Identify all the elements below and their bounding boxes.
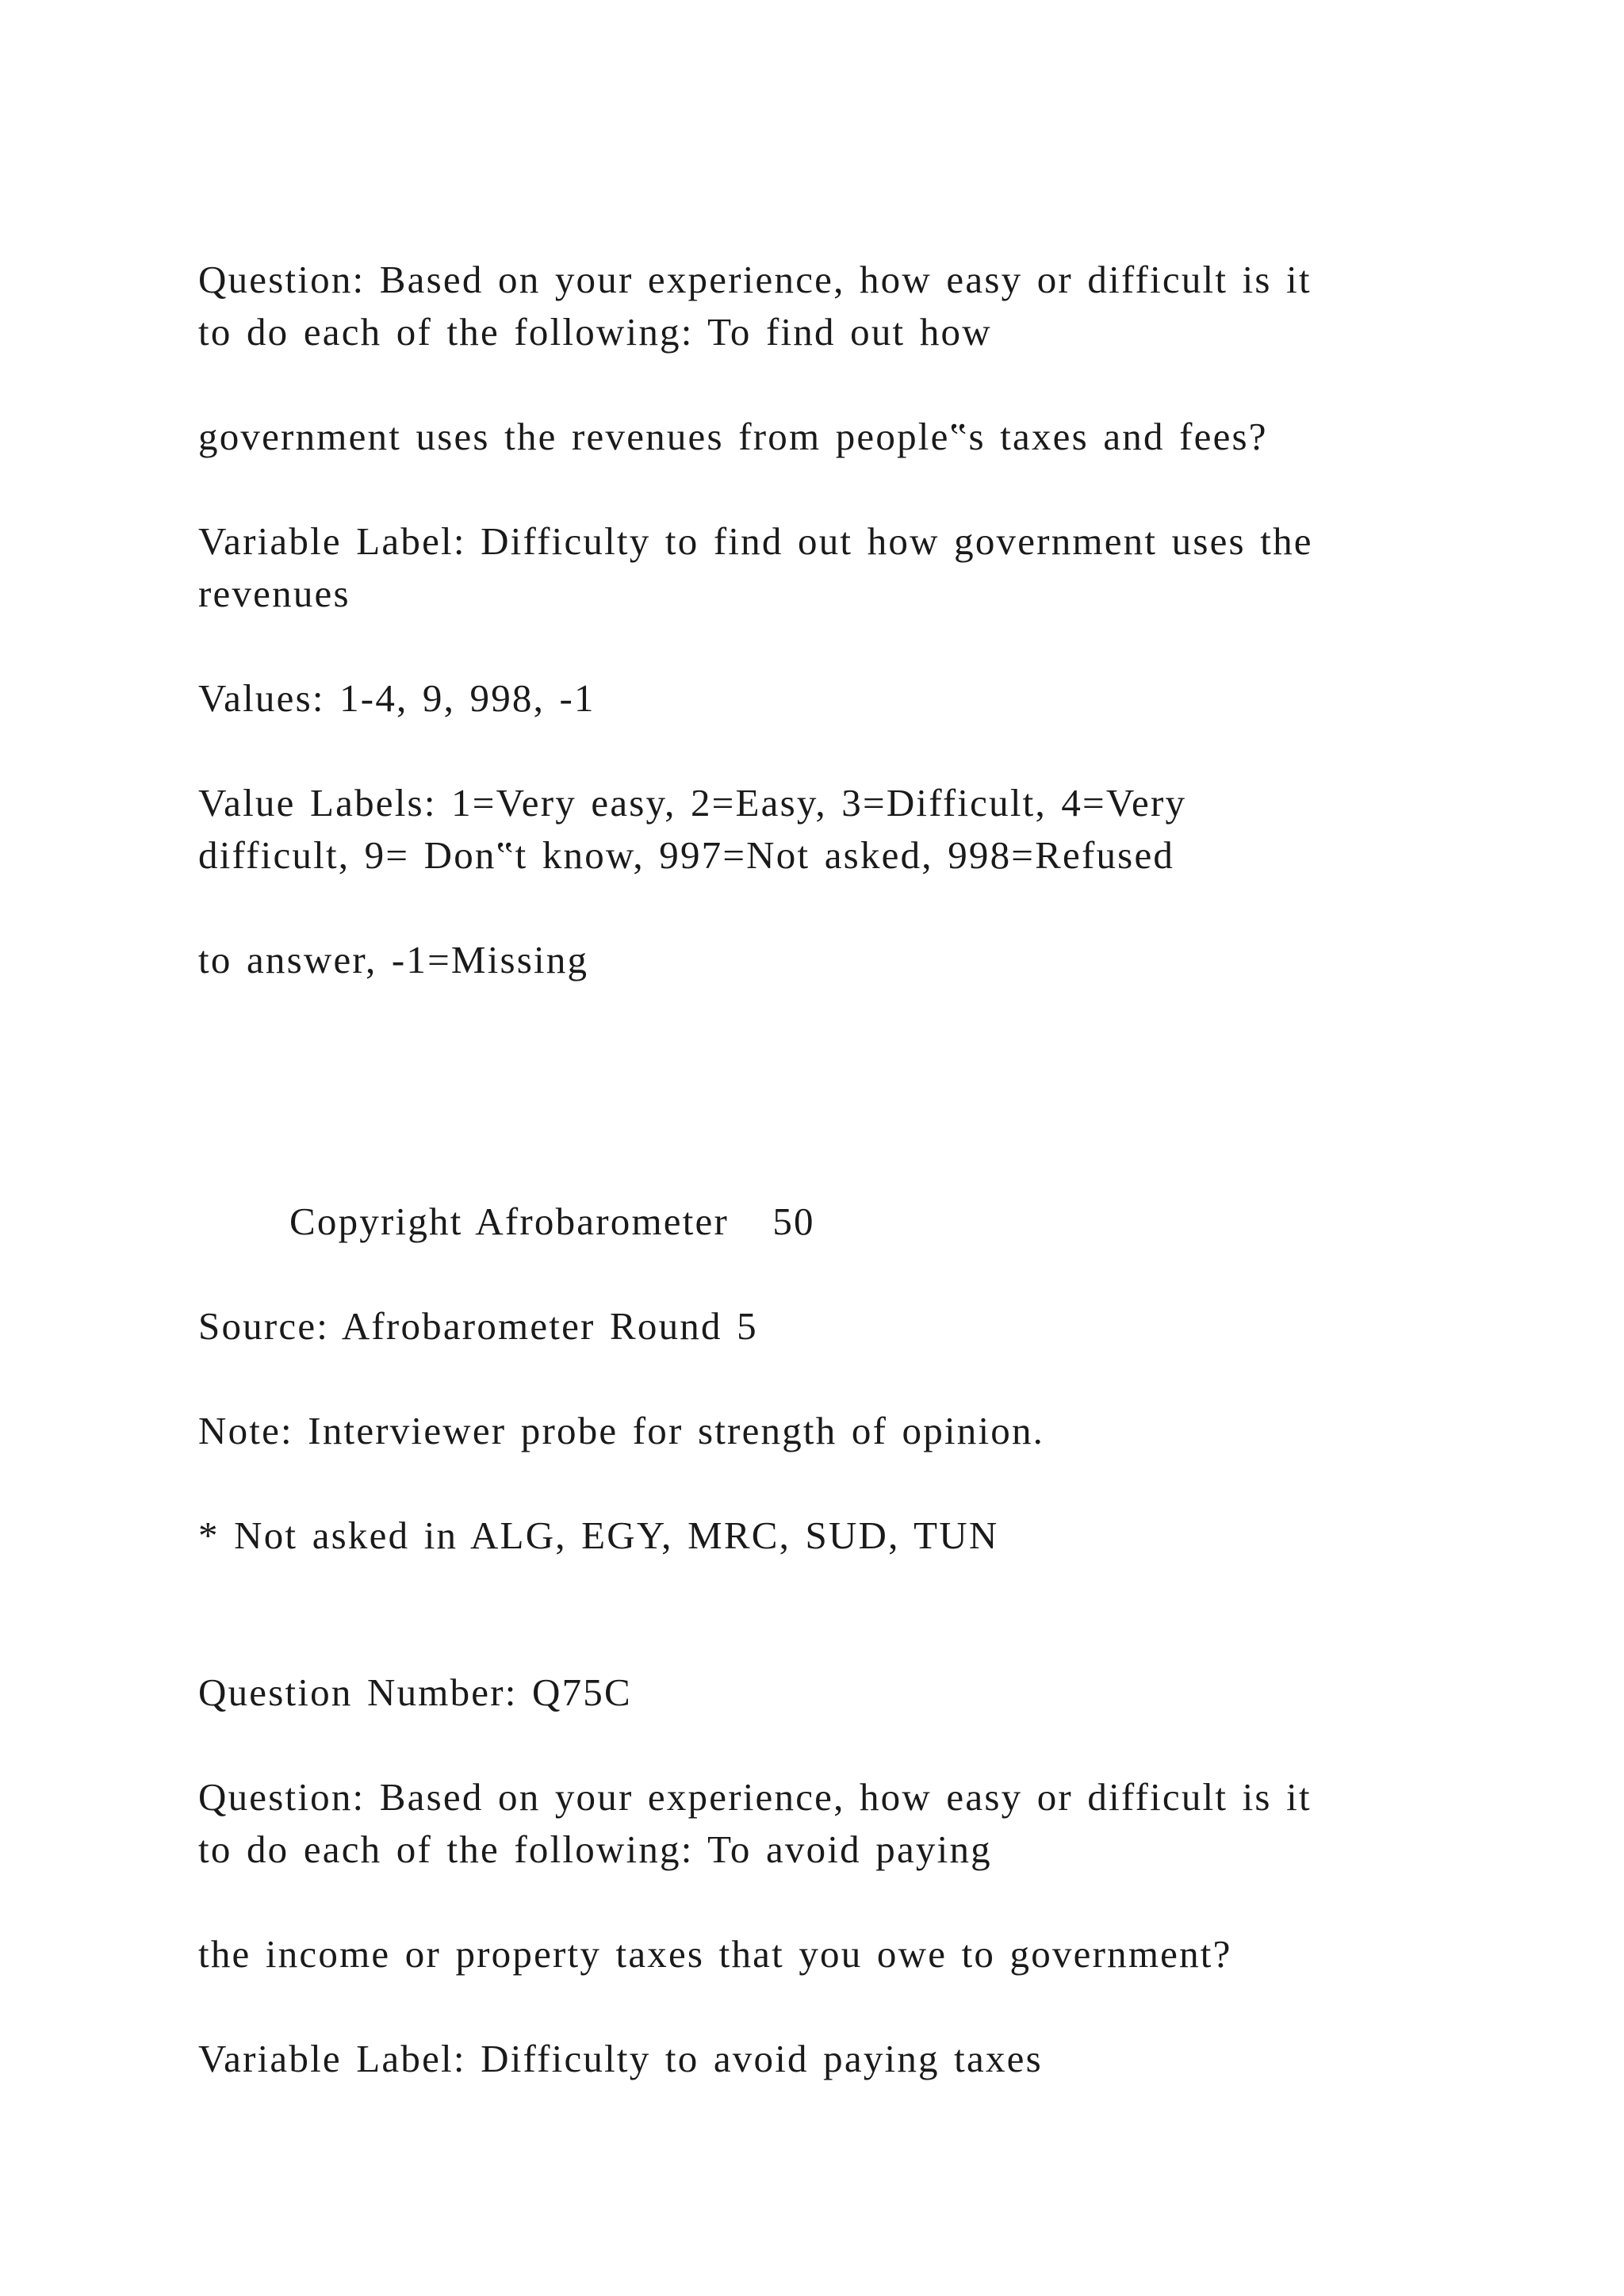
source-q75b: [198, 1300, 1467, 1353]
value-labels-q75b: [198, 777, 1467, 882]
variable-label-q75c: [198, 2033, 1467, 2085]
text-line: Question Number: Q75C: [198, 1670, 632, 1714]
text-line: Variable Label: Difficulty to find out how government uses the: [198, 519, 1313, 563]
question-text-q75b: [198, 254, 1467, 358]
not-asked-note-q75b: [198, 1510, 1467, 1562]
text-line: Value Labels: 1=Very easy, 2=Easy, 3=Difficult, 4=Very: [198, 781, 1187, 825]
text-line: Note: Interviewer probe for strength of opinion.: [198, 1409, 1045, 1452]
text-line: Variable Label: Difficulty to avoid paying taxes: [198, 2037, 1043, 2080]
text-line: government uses the revenues from people‟s taxes and fees?: [198, 415, 1268, 458]
text-line: Question: Based on your experience, how easy or difficult is it: [198, 258, 1312, 301]
question-number-q75c: [198, 1667, 1467, 1719]
page-footer-copyright: [289, 1196, 1558, 1248]
text-line: Values: 1-4, 9, 998, -1: [198, 676, 596, 720]
copyright-text: Copyright Afrobarometer 50: [289, 1200, 815, 1243]
question-text-q75c-continued: [198, 1928, 1467, 1980]
text-line: * Not asked in ALG, EGY, MRC, SUD, TUN: [198, 1513, 999, 1557]
question-text-q75c: [198, 1771, 1467, 1876]
text-line: the income or property taxes that you owe to government?: [198, 1932, 1232, 1976]
text-line: Question: Based on your experience, how easy or difficult is it: [198, 1775, 1312, 1819]
text-line: to answer, -1=Missing: [198, 938, 589, 982]
text-line: Source: Afrobarometer Round 5: [198, 1304, 758, 1348]
text-line: revenues: [198, 572, 350, 615]
variable-label-q75b: [198, 515, 1467, 620]
values-q75b: [198, 672, 1467, 725]
text-line: to do each of the following: To find out how: [198, 310, 992, 354]
note-q75b: [198, 1405, 1467, 1457]
text-line: difficult, 9= Don‟t know, 997=Not asked, 998=Refused: [198, 833, 1175, 877]
question-text-continued: [198, 411, 1467, 463]
value-labels-continued: [198, 934, 1467, 986]
text-line: to do each of the following: To avoid paying: [198, 1827, 992, 1871]
